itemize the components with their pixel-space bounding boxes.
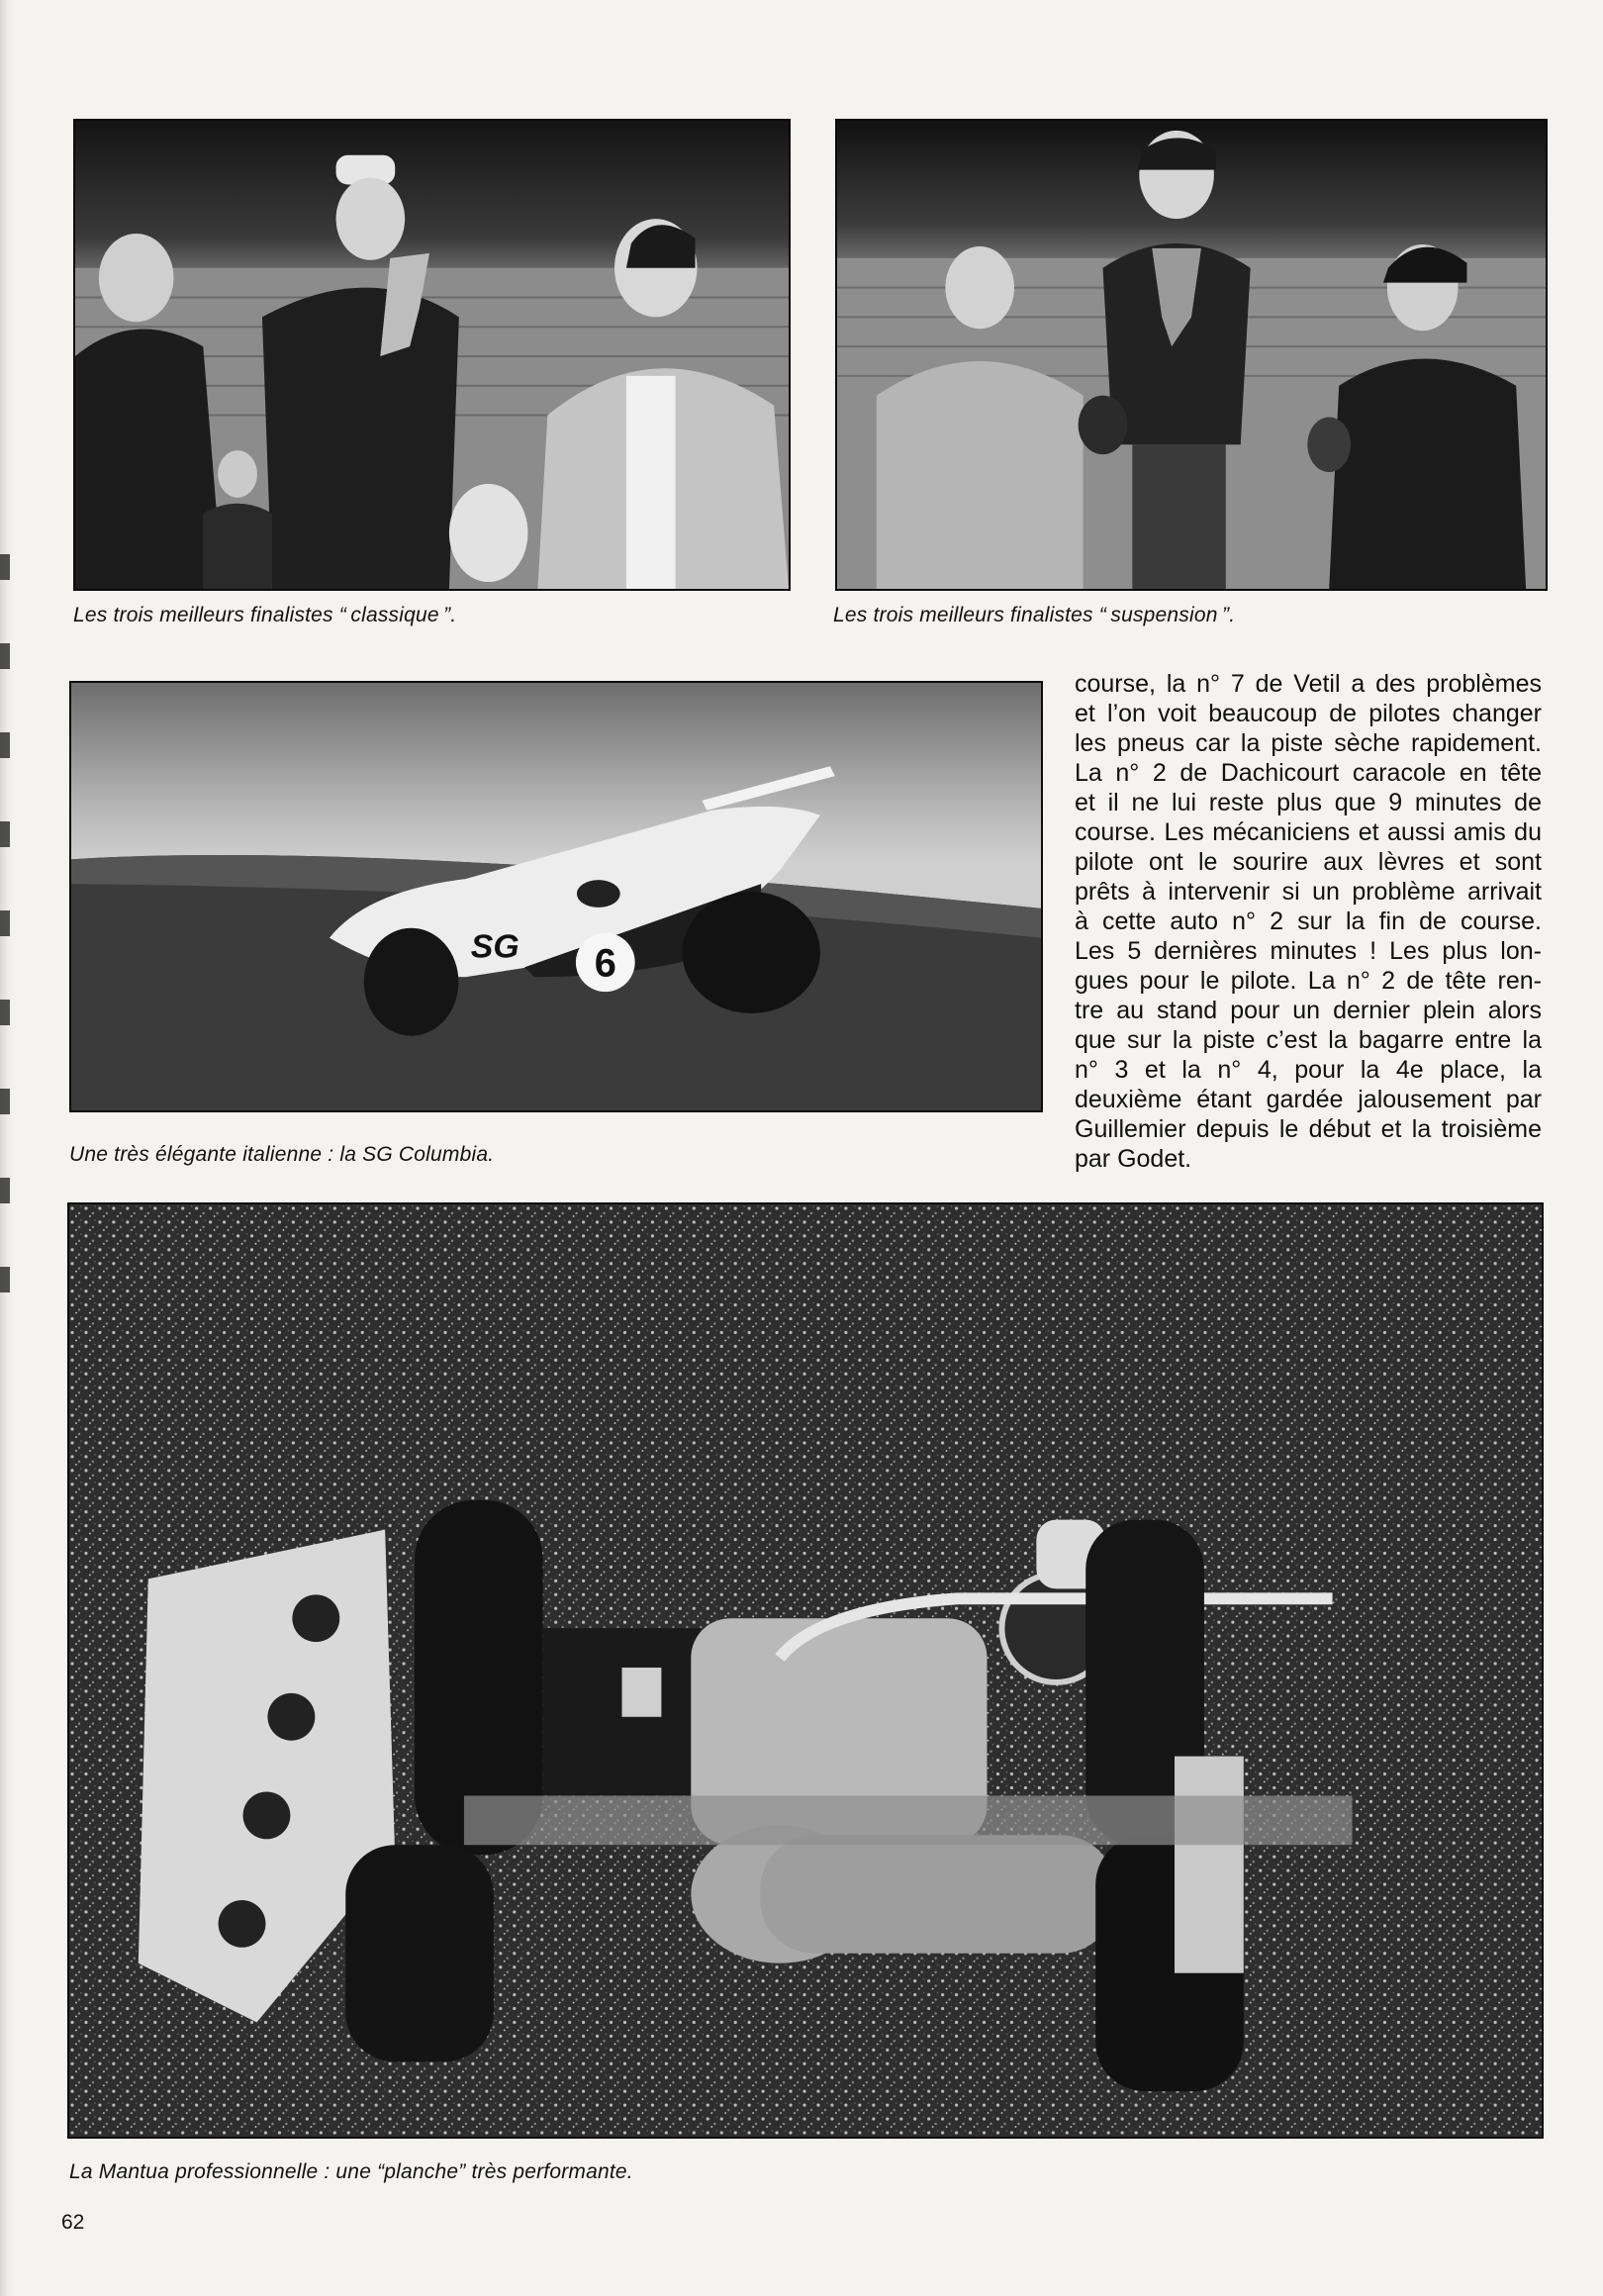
binding-registration-marks bbox=[0, 554, 10, 1346]
photo-sg-columbia bbox=[69, 681, 1043, 1112]
car-number-text: 6 bbox=[594, 941, 616, 986]
photo-podium-suspension bbox=[835, 119, 1548, 591]
article-line: par Godet. bbox=[1075, 1145, 1192, 1173]
article-body bbox=[1075, 669, 1542, 1174]
podium-suspension-image bbox=[837, 121, 1546, 589]
article-line: les pneus car la piste sèche rapidement. bbox=[1075, 729, 1542, 757]
caption-classique: Les trois meilleurs finalistes “ classique ”. bbox=[73, 604, 457, 626]
article-line: pilote ont le sourire aux lèvres et sont bbox=[1075, 848, 1542, 876]
article-line: et l’on voit beaucoup de pilotes changer bbox=[1075, 700, 1542, 727]
article-line: tre au stand pour un dernier plein alors bbox=[1075, 997, 1542, 1024]
article-line: prêts à intervenir si un problème arrivait bbox=[1075, 878, 1542, 906]
photo-mantua-chassis bbox=[67, 1202, 1544, 2139]
article-line: Guillemier depuis le début et la troisième bbox=[1075, 1115, 1542, 1143]
page-number: 62 bbox=[61, 2211, 85, 2234]
sg-columbia-image bbox=[71, 683, 1041, 1110]
article-line: deuxième étant gardée jalousement par bbox=[1075, 1086, 1542, 1113]
podium-classique-image bbox=[75, 121, 789, 589]
caption-suspension: Les trois meilleurs finalistes “ suspension ”. bbox=[833, 604, 1236, 626]
article-line: à cette auto n° 2 sur la fin de course. bbox=[1075, 908, 1542, 935]
mantua-chassis-image bbox=[69, 1204, 1542, 2137]
article-line: La n° 2 de Dachicourt caracole en tête bbox=[1075, 759, 1542, 787]
article-line: course, la n° 7 de Vetil a des problèmes bbox=[1075, 670, 1542, 698]
caption-sg-columbia: Une très élégante italienne : la SG Columbia. bbox=[69, 1143, 495, 1166]
article-line: Les 5 dernières minutes ! Les plus lon- bbox=[1075, 937, 1542, 965]
car-lettering-text: SG bbox=[470, 927, 519, 966]
article-line: course. Les mécaniciens et aussi amis du bbox=[1075, 818, 1542, 846]
caption-mantua: La Mantua professionnelle : une “planche” très performante. bbox=[69, 2160, 633, 2183]
article-line: que sur la piste c’est la bagarre entre la bbox=[1075, 1026, 1542, 1054]
photo-podium-classique bbox=[73, 119, 791, 591]
article-line: et il ne lui reste plus que 9 minutes de bbox=[1075, 789, 1542, 816]
article-line: gues pour le pilote. La n° 2 de tête ren- bbox=[1075, 967, 1542, 995]
article-line: n° 3 et la n° 4, pour la 4e place, la bbox=[1075, 1056, 1542, 1084]
